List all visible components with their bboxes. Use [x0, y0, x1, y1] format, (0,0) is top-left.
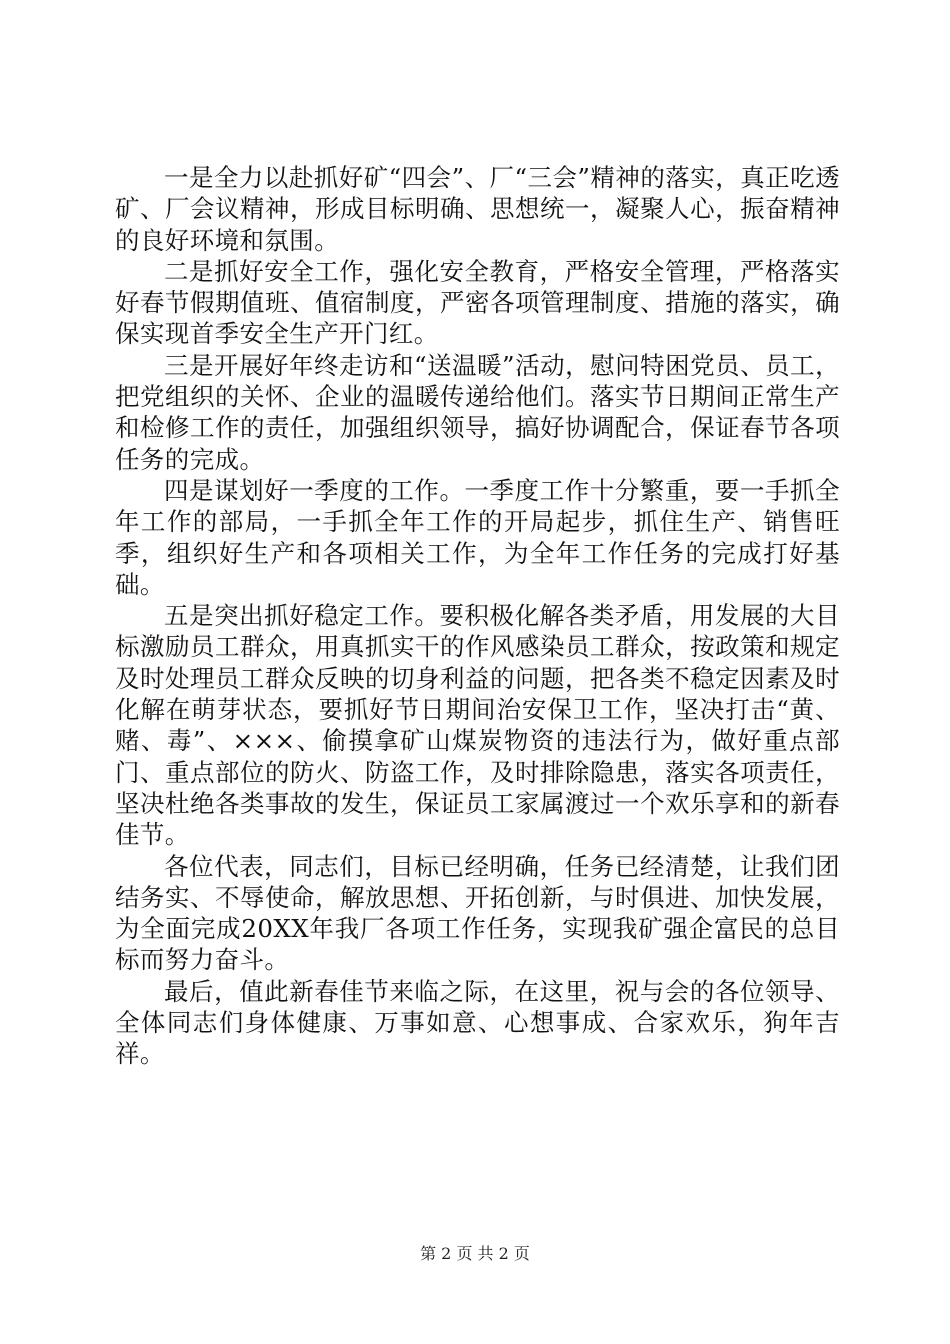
- paragraph-6: 各位代表，同志们，目标已经明确，任务已经清楚，让我们团结务实、不辱使命，解放思想、开拓创新，与时俱进、加快发展，为全面完成20XX年我厂各项工作任务，实现我矿强企富民的总目标而努力奋斗。: [115, 851, 840, 975]
- paragraph-7: 最后，值此新春佳节来临之际，在这里，祝与会的各位领导、全体同志们身体健康、万事如意、心想事成、合家欢乐，狗年吉祥。: [115, 976, 840, 1069]
- document-body: [115, 162, 840, 1070]
- paragraph-2: 二是抓好安全工作，强化安全教育，严格安全管理，严格落实好春节假期值班、值宿制度，严密各项管理制度、措施的落实，确保实现首季安全生产开门红。: [115, 256, 840, 349]
- paragraph-4: 四是谋划好一季度的工作。一季度工作十分繁重，要一手抓全年工作的部局，一手抓全年工作的开局起步，抓住生产、销售旺季，组织好生产和各项相关工作，为全年工作任务的完成打好基础。: [115, 475, 840, 599]
- paragraph-1: 一是全力以赴抓好矿“四会”、厂“三会”精神的落实，真正吃透矿、厂会议精神，形成目标明确、思想统一，凝聚人心，振奋精神的良好环境和氛围。: [115, 163, 840, 255]
- paragraph-3: 三是开展好年终走访和“送温暖”活动，慰问特困党员、员工，把党组织的关怀、企业的温暖传递给他们。落实节日期间正常生产和检修工作的责任，加强组织领导，搞好协调配合，保证春节各项任务的完成。: [115, 350, 840, 474]
- paragraph-5: 五是突出抓好稳定工作。要积极化解各类矛盾，用发展的大目标激励员工群众，用真抓实干的作风感染员工群众，按政策和规定及时处理员工群众反映的切身利益的问题，把各类不稳定因素及时化解在萌芽状态，要抓好节日期间治安保卫工作，坚决打击“黄、赌、毒”、×××、偷摸拿矿山煤炭物资的违法行为，做好重点部门、重点部位的防火、防盗工作，及时排除隐患，落实各项责任，坚决杜绝各类事故的发生，保证员工家属渡过一个欢乐享和的新春佳节。: [115, 601, 840, 850]
- page-number-footer: 第 2 页 共 2 页: [420, 1244, 530, 1263]
